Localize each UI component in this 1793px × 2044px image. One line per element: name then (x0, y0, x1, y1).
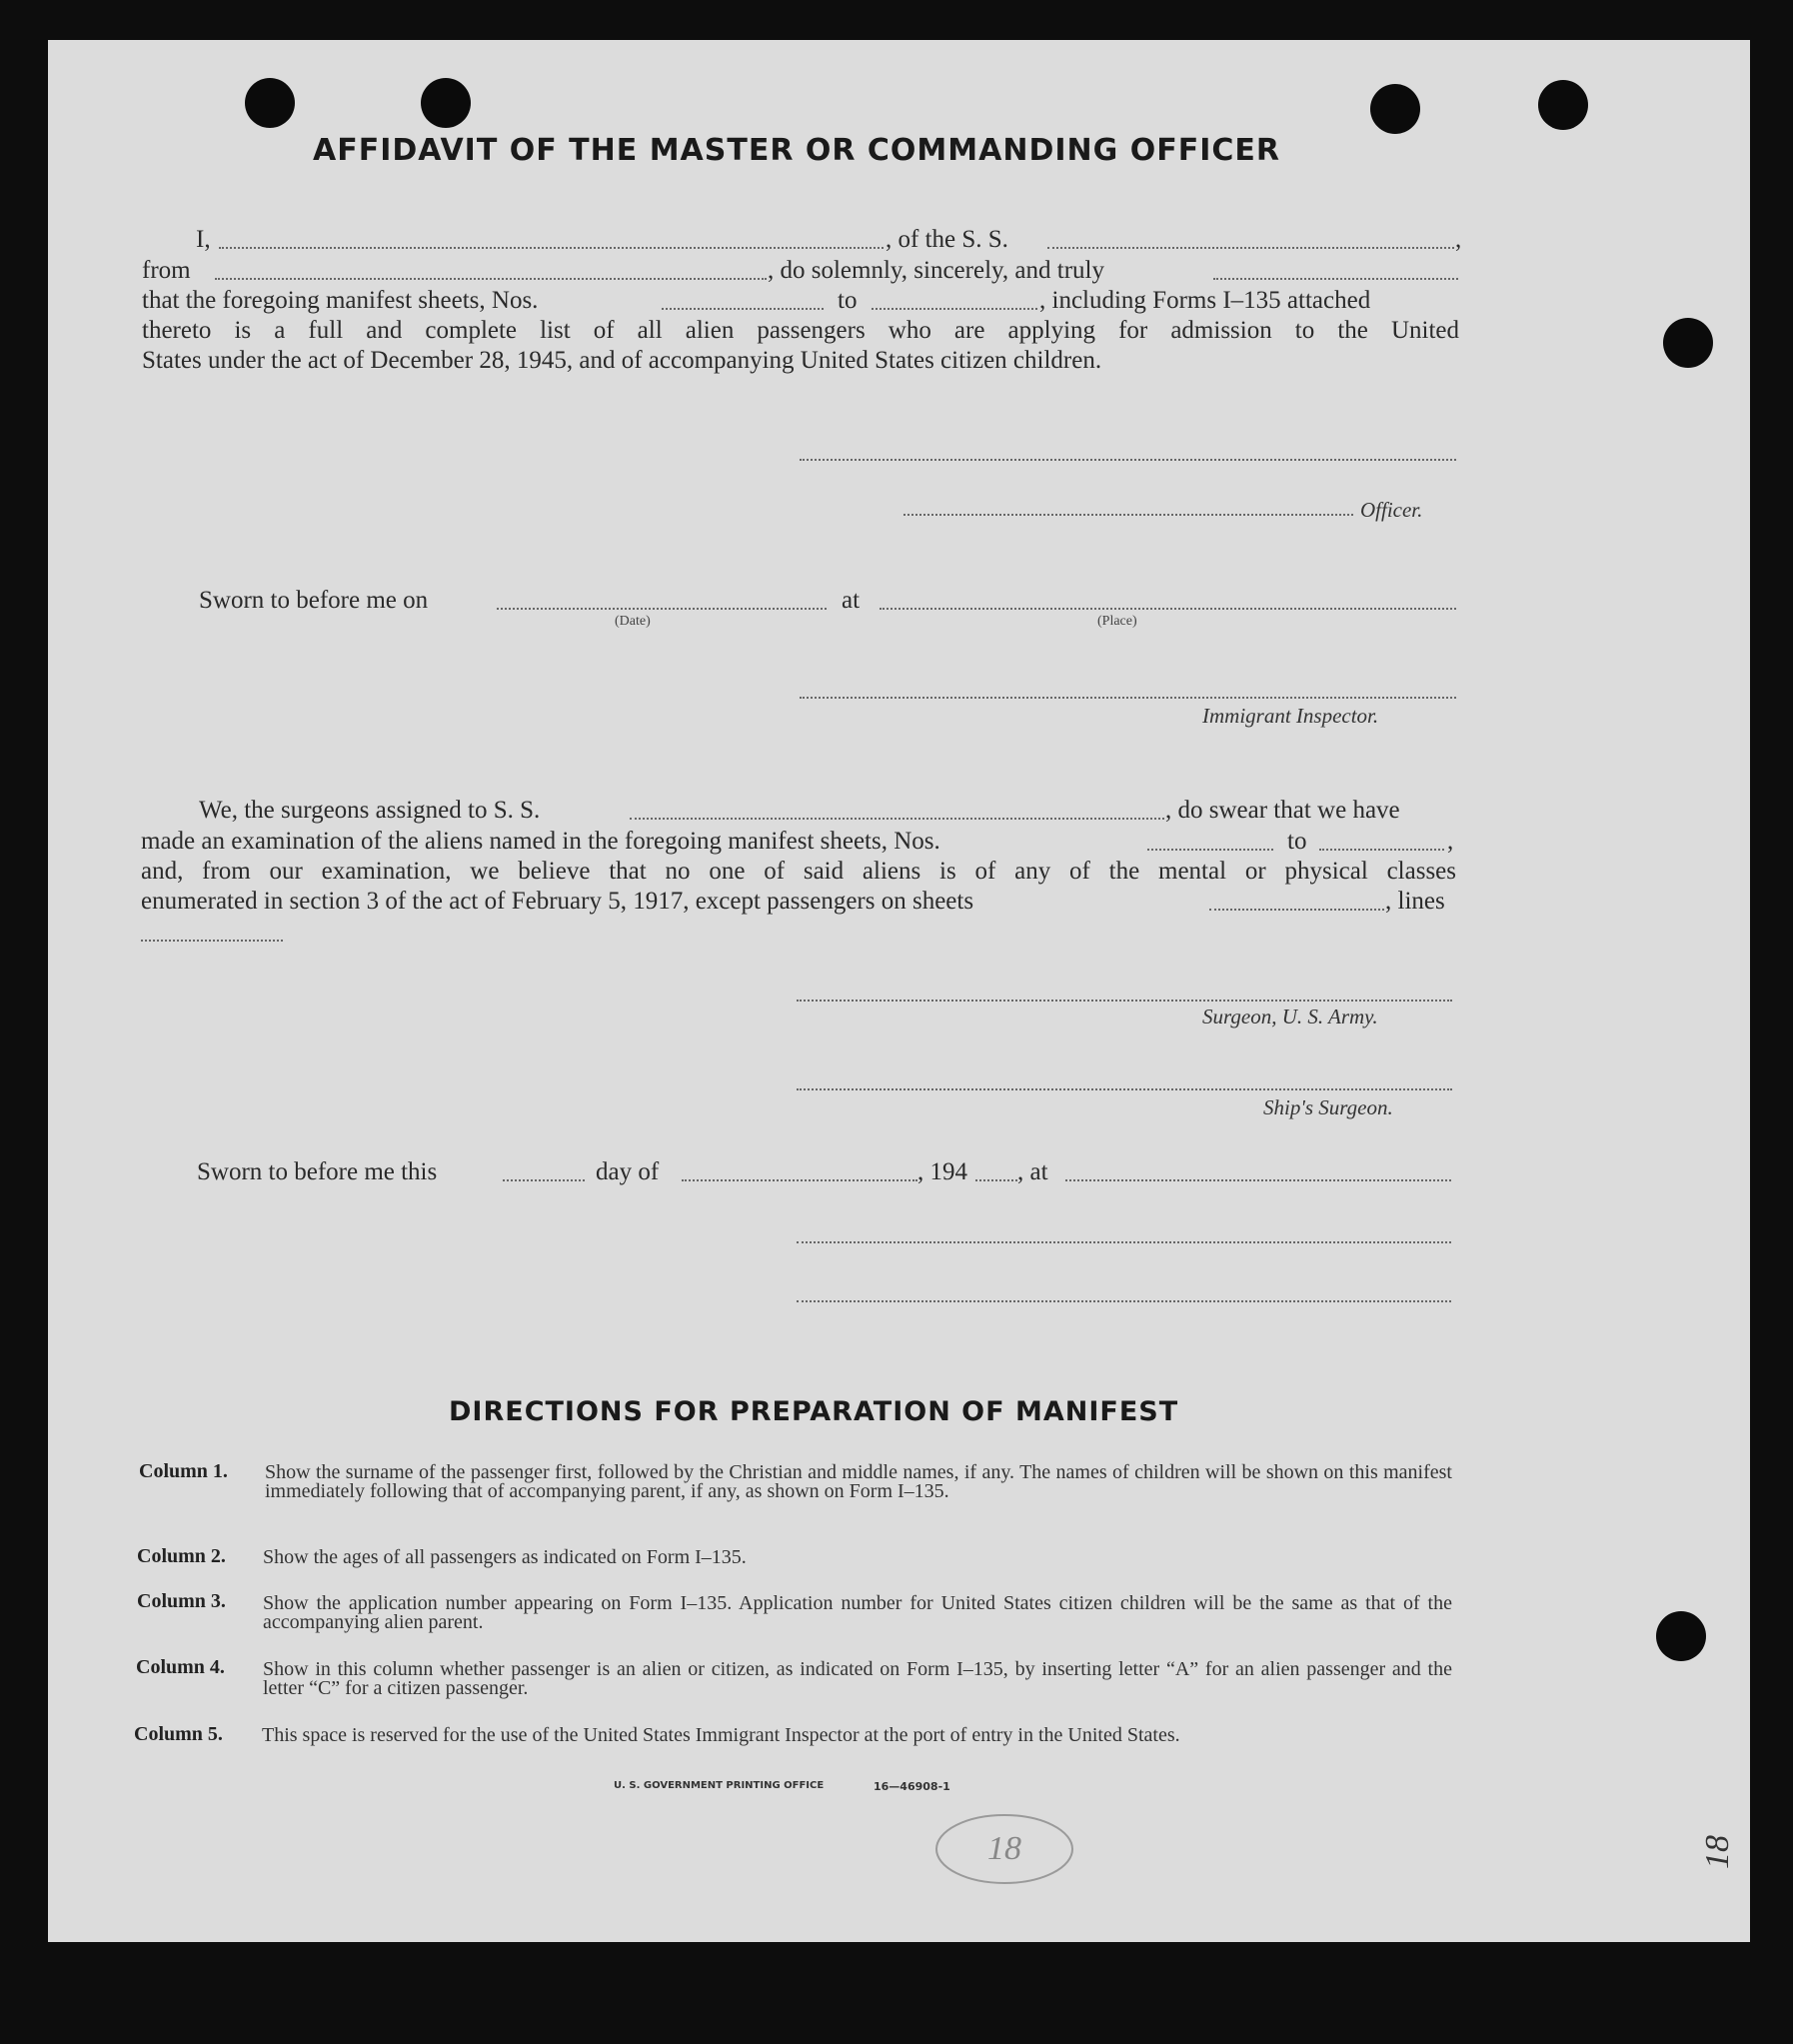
surgeons-sheet-from-field[interactable] (1147, 849, 1273, 851)
surgeons-line1: We, the surgeons assigned to S. S. (199, 797, 541, 824)
month-field[interactable] (682, 1179, 917, 1181)
swear-field[interactable] (1213, 278, 1458, 280)
sworn-date-field[interactable] (497, 608, 827, 610)
year-field[interactable] (975, 1179, 1017, 1181)
year-label: , 194 (917, 1158, 967, 1185)
column-1-text: Show the surname of the passenger first, followed by the Christian and middle names, if any. The names of children will be shown on this manifest immediately following that of accompanying parent, if any, as shown on Form I–135. (265, 1461, 1452, 1502)
punch-hole (1663, 318, 1713, 368)
affidavit-title: AFFIDAVIT OF THE MASTER OR COMMANDING OFFICER (313, 133, 1280, 168)
surgeons-line4: enumerated in section 3 of the act of February 5, 1917, except passengers on sheets (141, 888, 974, 915)
punch-hole (1370, 84, 1420, 134)
surgeons-ship-field[interactable] (630, 818, 1164, 820)
inspector-label: Immigrant Inspector. (1202, 704, 1379, 728)
day-field[interactable] (503, 1179, 585, 1181)
punch-hole (421, 78, 471, 128)
from-field[interactable] (215, 278, 767, 280)
sworn-at-label: at (842, 587, 861, 614)
year-at-label: , at (1017, 1158, 1048, 1185)
officer-signature-line[interactable] (800, 459, 1456, 461)
column-3-label: Column 3. (137, 1590, 226, 1612)
affidavit-ship-label: , of the S. S. (886, 226, 1008, 253)
column-2-label: Column 2. (137, 1545, 226, 1567)
surgeons-lines: , lines (1385, 888, 1445, 915)
signature-line-1[interactable] (797, 1241, 1451, 1243)
signature-line-2[interactable] (797, 1300, 1451, 1302)
handwritten-number: 18 (987, 1830, 1021, 1867)
punch-hole (245, 78, 295, 128)
date-caption: (Date) (615, 614, 651, 629)
affidavit-line4: thereto is a full and complete list of all alien passengers who are applying for admission to the United (142, 317, 1459, 344)
sworn-place-field[interactable] (880, 608, 1456, 610)
ship-field[interactable] (1047, 247, 1454, 249)
affidavit-including: , including Forms I–135 attached (1039, 287, 1371, 314)
surgeons-sheet-to-field[interactable] (1319, 849, 1444, 851)
surgeons-swear: , do swear that we have (1165, 797, 1400, 824)
day-of-label: day of (596, 1158, 660, 1185)
officer-label: Officer. (1360, 498, 1423, 522)
column-4-label: Column 4. (136, 1656, 225, 1678)
column-1-label: Column 1. (139, 1460, 228, 1482)
sworn-this-label: Sworn to before me this (197, 1158, 438, 1185)
punch-hole (1656, 1611, 1706, 1661)
surgeons-line3: and, from our examination, we believe that no one of said aliens is of any of the mental or physical classes (141, 858, 1456, 885)
affidavit-i: I, (196, 226, 211, 253)
sworn-this-place-field[interactable] (1065, 1179, 1451, 1181)
affidavit-comma: , (1455, 226, 1462, 253)
affidavit-to: to (838, 287, 858, 314)
officer-title-line[interactable] (903, 514, 1353, 516)
column-4-text: Show in this column whether passenger is an alien or citizen, as indicated on Form I–135, by inserting letter “A” for an alien passenger and the letter “C” for a citizen passenger. (263, 1658, 1452, 1699)
handwritten-margin-number: 18 (1699, 1835, 1736, 1869)
affidavit-from: from (142, 257, 191, 284)
except-sheets-field[interactable] (1209, 909, 1384, 911)
directions-title: DIRECTIONS FOR PREPARATION OF MANIFEST (449, 1396, 1179, 1427)
inspector-signature-line[interactable] (800, 697, 1456, 699)
form-number: 16—46908-1 (874, 1780, 950, 1793)
surgeons-to: to (1287, 828, 1307, 855)
column-3-text: Show the application number appearing on Form I–135. Application number for United States citizen children will be the same as that of the accompanying alien parent. (263, 1592, 1452, 1633)
affidavit-line5: States under the act of December 28, 1945, and of accompanying United States citizen children. (142, 347, 1102, 374)
affidavit-swear: , do solemnly, sincerely, and truly (768, 257, 1104, 284)
affidavit-sheets: that the foregoing manifest sheets, Nos. (142, 287, 539, 314)
column-2-text: Show the ages of all passengers as indicated on Form I–135. (263, 1546, 747, 1568)
ship-surgeon-label: Ship's Surgeon. (1263, 1095, 1393, 1119)
surgeons-line2: made an examination of the aliens named in the foregoing manifest sheets, Nos. (141, 828, 940, 855)
column-5-label: Column 5. (134, 1723, 223, 1745)
punch-hole (1538, 80, 1588, 130)
sheet-from-field[interactable] (662, 308, 824, 310)
ship-surgeon-signature-line[interactable] (797, 1088, 1452, 1090)
name-field[interactable] (219, 247, 884, 249)
printer-credit: U. S. GOVERNMENT PRINTING OFFICE (614, 1780, 825, 1791)
sheet-to-field[interactable] (872, 308, 1037, 310)
surgeons-comma: , (1447, 828, 1454, 855)
place-caption: (Place) (1097, 614, 1137, 629)
army-surgeon-signature-line[interactable] (797, 1000, 1452, 1002)
column-5-text: This space is reserved for the use of the United States Immigrant Inspector at the port of entry in the United States. (262, 1724, 1180, 1746)
handwritten-circle-mark (929, 1809, 1079, 1889)
army-surgeon-label: Surgeon, U. S. Army. (1202, 1005, 1378, 1028)
sworn-on-label: Sworn to before me on (199, 587, 429, 614)
except-lines-field[interactable] (141, 940, 283, 942)
